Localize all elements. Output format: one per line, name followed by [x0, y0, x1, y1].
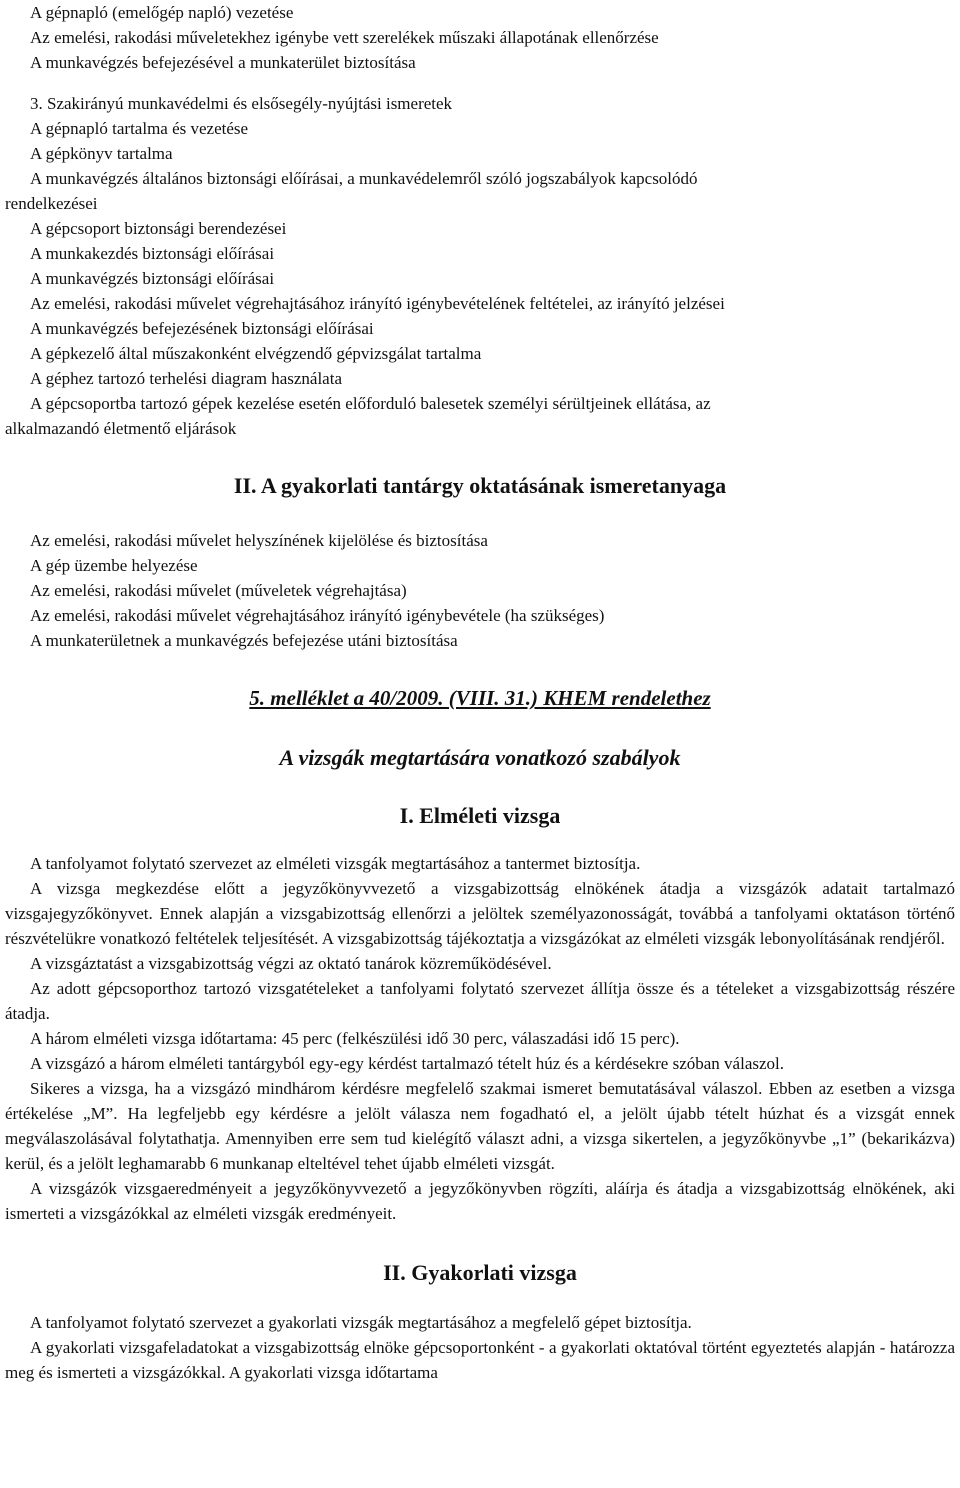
paragraph: A tanfolyamot folytató szervezet az elméleti vizsgák megtartásához a tantermet biztosítja.: [30, 854, 641, 873]
paragraph: A tanfolyamot folytató szervezet a gyakorlati vizsgák megtartásához a megfelelő gépet biztosítja.: [30, 1313, 692, 1332]
paragraph: A gyakorlati vizsgafeladatokat a vizsgabizottság elnöke gépcsoportonként - a gyakorlati oktatóval történt egyeztetés alapján - határozza meg és ismerteti a vizsgázókkal. A gyakorlati vizsga időtartama: [5, 1338, 955, 1382]
list-item: A gépnapló (emelőgép napló) vezetése: [30, 3, 294, 22]
section-3-list: [5, 91, 955, 441]
practical-subject-heading: II. A gyakorlati tantárgy oktatásának ismeretanyaga: [233, 473, 727, 498]
practical-exam-body: [5, 1310, 955, 1385]
list-item: A gépcsoport biztonsági berendezései: [30, 219, 287, 238]
paragraph: Az adott gépcsoporthoz tartozó vizsgatételeket a tanfolyami folytató szervezet állítja össze és a tételeket a vizsgabizottság részére átadja.: [5, 979, 955, 1023]
list-item: Az emelési, rakodási művelet végrehajtásához irányító igénybevétele (ha szükséges): [30, 606, 605, 625]
paragraph: A vizsgázók vizsgaeredményeit a jegyzőkönyvvezető a jegyzőkönyvben rögzíti, aláírja és átadja a vizsgabizottság elnökének, aki ismerteti a vizsgázókkal az elméleti vizsgák eredményeit.: [5, 1179, 955, 1223]
practical-item-list: [5, 528, 955, 653]
annex-title: 5. melléklet a 40/2009. (VIII. 31.) KHEM rendelethez: [249, 686, 711, 710]
list-item: Az emelési, rakodási művelet végrehajtásához irányító igénybevételének feltételei, az irányító jelzései: [30, 294, 725, 313]
paragraph: Sikeres a vizsga, ha a vizsgázó mindhárom kérdésre megfelelő szakmai ismeret bemutatásával válaszol. Ebben az esetben a vizsga értékelése „M”. Ha legfeljebb egy kérdésre a jelölt válasza nem fogadható el, a jelölt újabb tételt húzhat és a vizsgát ennek megválaszolásával folytathatja. Amennyiben erre sem tud kielégítő választ adni, a vizsga sikertelen, a jegyzőkönyvbe „1” (bekarikázva) kerül, és a jelölt leghamarabb 6 munkanap elteltével tehet újabb elméleti vizsgát.: [5, 1079, 955, 1173]
list-item: A munkavégzés befejezésével a munkaterület biztosítása: [30, 53, 416, 72]
list-item: A gép üzembe helyezése: [30, 556, 198, 575]
theory-exam-body: [5, 851, 955, 1226]
list-item: Az emelési, rakodási művelet (műveletek végrehajtása): [30, 581, 407, 600]
list-item: A gépkezelő által műszakonként elvégzendő gépvizsgálat tartalma: [30, 344, 482, 363]
paragraph: A három elméleti vizsga időtartama: 45 perc (felkészülési idő 30 perc, válaszadási idő 15 perc).: [30, 1029, 680, 1048]
practical-exam-heading: II. Gyakorlati vizsga: [383, 1260, 577, 1285]
list-item: A gépcsoportba tartozó gépek kezelése esetén előforduló balesetek személyi sérültjeinek ellátása, az: [30, 394, 711, 413]
list-item: A munkavégzés biztonsági előírásai: [30, 269, 275, 288]
list-item-continuation: rendelkezései: [5, 194, 98, 213]
list-item: A munkavégzés általános biztonsági előírásai, a munkavédelemről szóló jogszabályok kapcsolódó: [30, 169, 698, 188]
annex-subtitle: A vizsgák megtartására vonatkozó szabályok: [279, 745, 681, 770]
list-item: A gépkönyv tartalma: [30, 144, 173, 163]
list-item: Az emelési, rakodási műveletekhez igénybe vett szerelékek műszaki állapotának ellenőrzése: [30, 28, 659, 47]
paragraph: A vizsgáztatást a vizsgabizottság végzi az oktató tanárok közreműködésével.: [30, 954, 552, 973]
list-item: A gépnapló tartalma és vezetése: [30, 119, 249, 138]
paragraph: A vizsga megkezdése előtt a jegyzőkönyvvezető a vizsgabizottság elnökének átadja a vizsgázók adatait tartalmazó vizsgajegyzőkönyvet. Ennek alapján a vizsgabizottság ellenőrzi a jelöltek személyazonosságát, továbbá a tanfolyami oktatáson történő részvételükre vonatkozó feltételek teljesítését. A vizsgabizottság tájékoztatja a vizsgázókat az elméleti vizsgák lebonyolításának rendjéről.: [5, 879, 955, 948]
theory-exam-heading: I. Elméleti vizsga: [399, 803, 561, 828]
list-item: A munkakezdés biztonsági előírásai: [30, 244, 275, 263]
list-item: Az emelési, rakodási művelet helyszínének kijelölése és biztosítása: [30, 531, 488, 550]
list-item: A munkaterületnek a munkavégzés befejezése utáni biztosítása: [30, 631, 458, 650]
top-item-list: [5, 0, 955, 75]
list-item-continuation: alkalmazandó életmentő eljárások: [5, 419, 237, 438]
list-item: A géphez tartozó terhelési diagram használata: [30, 369, 342, 388]
section-3-heading: 3. Szakirányú munkavédelmi és elsősegély-nyújtási ismeretek: [30, 94, 453, 113]
paragraph: A vizsgázó a három elméleti tantárgyból egy-egy kérdést tartalmazó tételt húz és a kérdésekre szóban válaszol.: [30, 1054, 784, 1073]
list-item: A munkavégzés befejezésének biztonsági előírásai: [30, 319, 374, 338]
